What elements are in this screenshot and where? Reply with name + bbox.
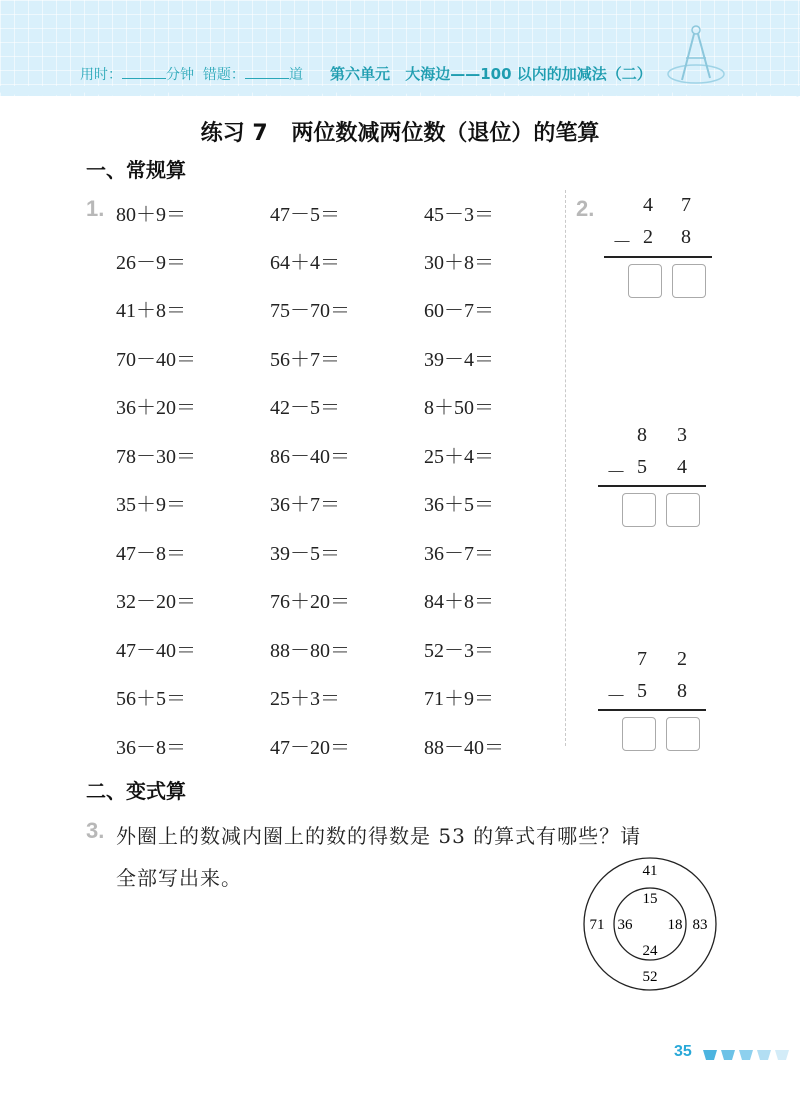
section-heading-variant: 二、变式算 [86, 779, 186, 803]
expression: 8＋50＝ [424, 397, 494, 419]
expression: 47－20＝ [270, 737, 350, 759]
inner-number-left: 36 [617, 917, 633, 933]
minus-sign: － [612, 232, 632, 254]
wrong-label: 错题： [202, 67, 245, 83]
expression: 25＋4＝ [424, 446, 494, 468]
expression: 41＋8＝ [116, 300, 186, 322]
wrong-blank[interactable] [245, 66, 289, 79]
page-title [0, 116, 800, 147]
expression: 36＋7＝ [270, 494, 340, 516]
dashed-divider [565, 190, 566, 746]
expression: 76＋20＝ [270, 591, 350, 613]
expression: 80＋9＝ [116, 204, 186, 226]
minuend-tens: 4 [643, 194, 653, 216]
expression: 36－7＝ [424, 543, 494, 565]
expression: 36＋5＝ [424, 494, 494, 516]
expression: 36＋20＝ [116, 397, 196, 419]
answer-box-ones[interactable] [672, 264, 706, 298]
expression: 52－3＝ [424, 640, 494, 662]
minuend-ones: 3 [677, 424, 687, 446]
question-number-3: 3. [86, 818, 105, 843]
topic-label: 两位数减两位数（退位）的笔算 [291, 121, 600, 146]
inner-number-right: 18 [667, 917, 683, 933]
expression: 88－80＝ [270, 640, 350, 662]
section-heading-regular: 一、常规算 [86, 158, 186, 182]
expression: 26－9＝ [116, 252, 186, 274]
expression: 88－40＝ [424, 737, 504, 759]
header-wave-edge [0, 86, 800, 100]
problem-unit-label: 道 [288, 67, 303, 83]
minuend-tens: 8 [637, 424, 647, 446]
minuend-ones: 7 [681, 194, 691, 216]
page-number: 35 [674, 1043, 692, 1060]
expression: 47－5＝ [270, 204, 340, 226]
inner-number-bottom: 24 [642, 943, 658, 959]
answer-box-tens[interactable] [622, 493, 656, 527]
question-number-2: 2. [576, 196, 595, 221]
expression: 60－7＝ [424, 300, 494, 322]
expression: 30＋8＝ [424, 252, 494, 274]
answer-box-tens[interactable] [628, 264, 662, 298]
subtrahend-ones: 8 [681, 226, 691, 248]
minus-sign: － [606, 462, 626, 484]
expression: 64＋4＝ [270, 252, 340, 274]
time-record [80, 64, 303, 84]
expression: 42－5＝ [270, 397, 340, 419]
expression: 25＋3＝ [270, 688, 340, 710]
sum-line [604, 256, 712, 258]
expression: 71＋9＝ [424, 688, 494, 710]
expression: 47－8＝ [116, 543, 186, 565]
unit-label: 第六单元 [330, 65, 391, 83]
minute-label: 分钟 [166, 67, 194, 83]
minuend-tens: 7 [637, 648, 647, 670]
expression: 45－3＝ [424, 204, 494, 226]
expression: 39－5＝ [270, 543, 340, 565]
expression: 75－70＝ [270, 300, 350, 322]
answer-box-tens[interactable] [622, 717, 656, 751]
unit-title: 大海边——100 以内的加减法（二） [405, 65, 652, 83]
subtrahend-tens: 5 [637, 456, 647, 478]
question-3-text-line1: 外圈上的数减内圈上的数的得数是 53 的算式有哪些？请 [116, 824, 642, 848]
expression: 70－40＝ [116, 349, 196, 371]
expression: 32－20＝ [116, 591, 196, 613]
expression: 84＋8＝ [424, 591, 494, 613]
expression: 86－40＝ [270, 446, 350, 468]
subtrahend-tens: 2 [643, 226, 653, 248]
time-label: 用时： [80, 67, 122, 83]
answer-box-ones[interactable] [666, 717, 700, 751]
sum-line [598, 485, 706, 487]
page-header [0, 0, 800, 96]
expression: 36－8＝ [116, 737, 186, 759]
expression: 56＋7＝ [270, 349, 340, 371]
outer-number-top: 41 [642, 863, 658, 879]
expression: 78－30＝ [116, 446, 196, 468]
unit-heading [330, 63, 662, 84]
compass-icon [664, 22, 728, 88]
sum-line [598, 709, 706, 711]
outer-number-left: 71 [589, 917, 605, 933]
expression: 35＋9＝ [116, 494, 186, 516]
subtrahend-ones: 4 [677, 456, 687, 478]
question-number-1: 1. [86, 196, 105, 221]
answer-box-ones[interactable] [666, 493, 700, 527]
page-decoration-cups-icon [702, 1048, 792, 1062]
subtrahend-tens: 5 [637, 680, 647, 702]
concentric-circles-figure [582, 856, 718, 992]
minus-sign: － [606, 686, 626, 708]
expression: 47－40＝ [116, 640, 196, 662]
outer-number-right: 83 [692, 917, 708, 933]
minuend-ones: 2 [677, 648, 687, 670]
expression: 56＋5＝ [116, 688, 186, 710]
outer-number-bottom: 52 [642, 969, 658, 985]
time-blank[interactable] [122, 66, 166, 79]
expression: 39－4＝ [424, 349, 494, 371]
question-3-text-line2: 全部写出来。 [116, 866, 242, 890]
practice-label: 练习 7 [200, 121, 268, 146]
inner-number-top: 15 [642, 891, 658, 907]
subtrahend-ones: 8 [677, 680, 687, 702]
